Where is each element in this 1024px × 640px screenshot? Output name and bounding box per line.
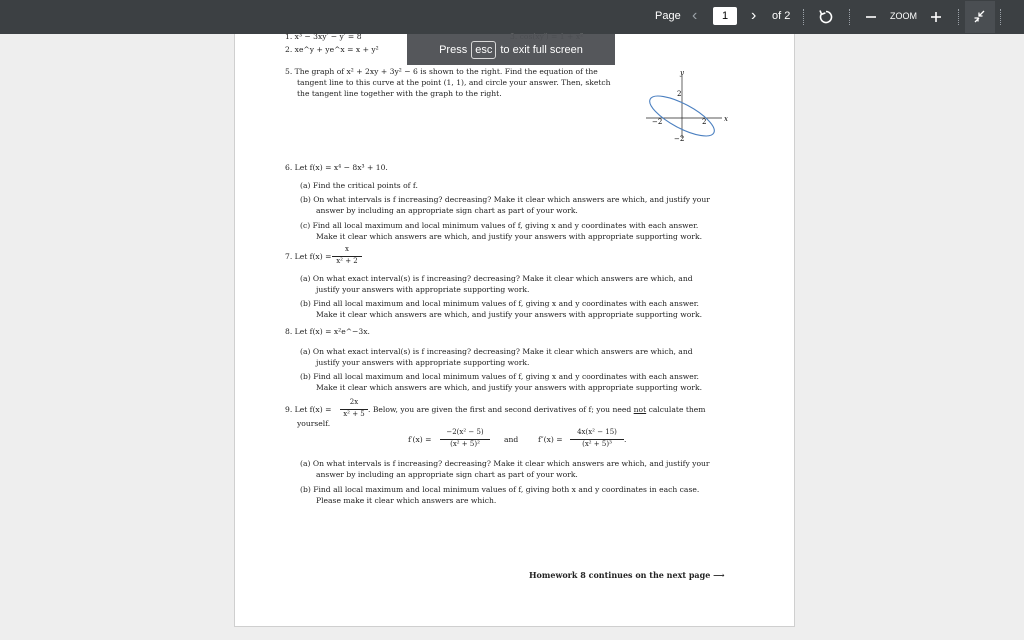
x-axis-label: x <box>724 115 728 123</box>
problem-9a-line-2: answer by including an appropriate sign chart as part of your work. <box>316 470 578 479</box>
problem-7-denominator: x² + 2 <box>336 257 358 265</box>
problem-9-lead: 9. Let f(x) = <box>285 405 332 414</box>
page-label: Page <box>655 10 681 22</box>
page-count-label: of 2 <box>772 10 791 22</box>
problem-8b-line-1: (b) Find all local maximum and local minimum values of f, giving x and y coordinates with each answer. <box>300 372 699 381</box>
problem-9-line-2: yourself. <box>297 419 331 428</box>
and-label: and <box>504 435 519 444</box>
problem-7a-line-1: (a) On what exact interval(s) is f increasing? decreasing? Make it clear which answers are which, and <box>300 274 693 283</box>
banner-press-text: Press <box>439 43 468 56</box>
first-derivative-numerator: −2(x² − 5) <box>446 428 484 436</box>
esc-key-badge: esc <box>471 41 496 59</box>
first-derivative-denominator: (x² + 5)² <box>450 440 480 448</box>
problem-5-line-3: the tangent line together with the graph to the right. <box>297 89 502 98</box>
ellipse-graph <box>640 66 732 144</box>
problem-6c-line-1: (c) Find all local maximum and local minimum values of f, giving x and y coordinates with each answer. <box>300 221 699 230</box>
problem-8: 8. Let f(x) = x²e^−3x. <box>285 327 370 336</box>
exit-fullscreen-button[interactable] <box>965 1 995 33</box>
problem-9a-line-1: (a) On what intervals is f increasing? decreasing? Make it clear which answers are which, and justify your <box>300 459 710 468</box>
problem-6: 6. Let f(x) = x⁴ − 8x³ + 10. <box>285 163 388 172</box>
minus-icon[interactable] <box>860 6 882 28</box>
problem-9-text: . Below, you are given the first and second derivatives of f; you need not calculate them <box>368 405 706 414</box>
banner-rest-text: to exit full screen <box>500 43 583 56</box>
page-footer: Homework 8 continues on the next page ⟶ <box>529 570 725 580</box>
problem-9b-line-1: (b) Find all local maximum and local minimum values of f, giving both x and y coordinates in each case. <box>300 485 700 494</box>
tick-label-bottom: −2 <box>674 135 685 143</box>
problem-2: 2. xe^y + ye^x = x + y² <box>285 45 379 54</box>
problem-9-numerator: 2x <box>349 398 359 406</box>
first-derivative-lead: f′(x) = <box>408 435 432 444</box>
problem-6a: (a) Find the critical points of f. <box>300 181 418 190</box>
exit-fullscreen-icon <box>965 1 995 33</box>
problem-9-denominator: x² + 5 <box>343 410 365 418</box>
problem-8a-line-1: (a) On what exact interval(s) is f increasing? decreasing? Make it clear which answers are which, and <box>300 347 693 356</box>
problem-8a-line-2: justify your answers with appropriate supporting work. <box>316 358 530 367</box>
tick-label-right: 2 <box>702 118 707 126</box>
problem-7b-line-2: Make it clear which answers are which, and justify your answers with appropriate supporting work. <box>316 310 703 319</box>
toolbar-divider <box>849 9 851 25</box>
y-axis-label: y <box>680 69 684 77</box>
problem-6c-line-2: Make it clear which answers are which, and justify your answers with appropriate supporting work. <box>316 232 703 241</box>
rotate-icon[interactable] <box>815 6 837 28</box>
page-number-input[interactable]: 1 <box>713 7 737 25</box>
zoom-label: ZOOM <box>890 11 917 21</box>
toolbar-divider <box>803 9 805 25</box>
problem-5-line-2: tangent line to this curve at the point (1, 1), and circle your answer. Then, sketch <box>297 78 611 87</box>
toolbar-divider <box>1000 9 1002 25</box>
problem-7-numerator: x <box>345 245 349 253</box>
second-derivative-lead: f″(x) = <box>538 435 563 444</box>
tick-label-left: −2 <box>652 118 663 126</box>
pdf-toolbar <box>0 0 1024 34</box>
exit-fullscreen-banner <box>407 34 615 65</box>
second-derivative-numerator: 4x(x² − 15) <box>577 428 617 436</box>
chevron-left-icon[interactable]: ‹ <box>692 7 698 24</box>
chevron-right-icon[interactable]: › <box>751 7 757 24</box>
problem-7b-line-1: (b) Find all local maximum and local minimum values of f, giving x and y coordinates with each answer. <box>300 299 699 308</box>
problem-6b-line-1: (b) On what intervals is f increasing? decreasing? Make it clear which answers are which, and justify your <box>300 195 710 204</box>
problem-7-lead: 7. Let f(x) = <box>285 252 332 261</box>
plus-icon[interactable] <box>925 6 947 28</box>
problem-5-line-1: 5. The graph of x² + 2xy + 3y² − 6 is shown to the right. Find the equation of the <box>285 67 598 76</box>
second-derivative-denominator: (x² + 5)³ <box>582 440 612 448</box>
problem-9b-line-2: Please make it clear which answers are which. <box>316 496 497 505</box>
problem-8b-line-2: Make it clear which answers are which, and justify your answers with appropriate supporting work. <box>316 383 703 392</box>
problem-1: 1. x³ − 3xy′ − y′ = 8 <box>285 32 362 41</box>
problem-7a-line-2: justify your answers with appropriate supporting work. <box>316 285 530 294</box>
second-derivative-period: . <box>624 435 627 444</box>
problem-6b-line-2: answer by including an appropriate sign chart as part of your work. <box>316 206 578 215</box>
tick-label-top: 2 <box>677 90 682 98</box>
toolbar-divider <box>958 9 960 25</box>
